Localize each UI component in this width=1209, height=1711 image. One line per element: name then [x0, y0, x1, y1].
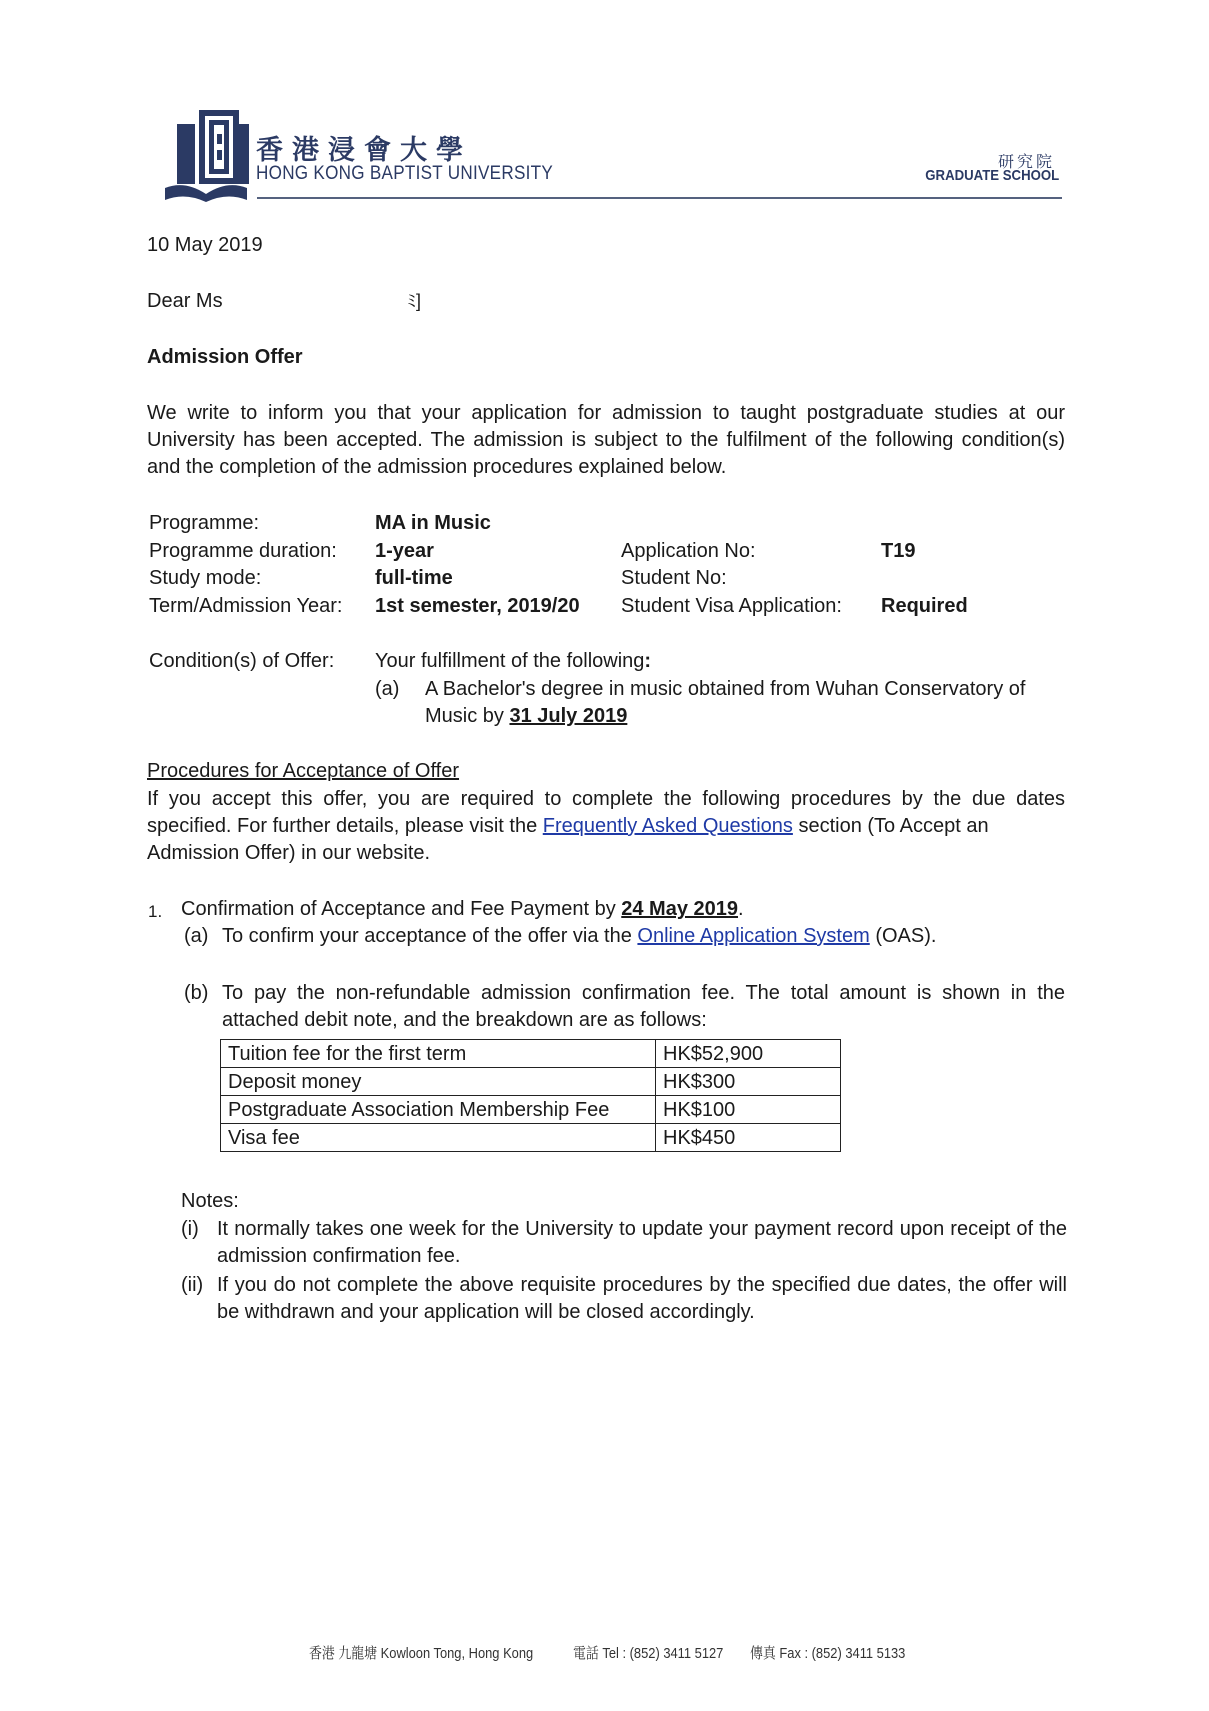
conditions-label: Condition(s) of Offer: [149, 650, 335, 672]
step-a [222, 923, 936, 950]
step-end: . [738, 898, 744, 920]
step-b-text: To pay the non-refundable admission confirmation fee. The total amount is shown in the attached debit note, and the breakdown are as follows: [222, 982, 1065, 1031]
letter-date: 10 May 2019 [147, 234, 263, 256]
student-no-label: Student No: [621, 567, 727, 589]
step-number: 1. [148, 902, 163, 921]
term-label: Term/Admission Year: [149, 595, 343, 617]
duration-value: 1-year [375, 540, 434, 562]
step-a-text: To confirm your acceptance of the offer via the [222, 925, 632, 947]
note-marker: (i) [181, 1218, 199, 1240]
condition-item-text: A Bachelor's degree in music obtained from Wuhan Conservatory of Music by [425, 678, 1026, 727]
notes-heading: Notes: [181, 1190, 239, 1212]
conditions-lead-colon: : [644, 650, 652, 672]
table-row [221, 1040, 841, 1068]
university-name-english: HONG KONG BAPTIST UNIVERSITY [256, 163, 554, 184]
fee-item: Deposit money [221, 1068, 656, 1096]
conditions-lead [375, 648, 651, 675]
faq-link[interactable]: Frequently Asked Questions [542, 815, 793, 837]
fee-amount: HK$450 [656, 1124, 841, 1152]
fee-item: Tuition fee for the first term [221, 1040, 656, 1068]
term-value: 1st semester, 2019/20 [375, 595, 580, 617]
visa-application-value: Required [881, 595, 968, 617]
procedures-text-2: section (To Accept an [798, 815, 989, 837]
university-name-chinese: 香港浸會大學 [256, 135, 472, 166]
step-a-end: (OAS). [875, 925, 937, 947]
oas-link[interactable]: Online Application System [637, 925, 870, 947]
table-row [221, 1068, 841, 1096]
footer-address: 香港 九龍塘 Kowloon Tong, Hong Kong [309, 1645, 534, 1662]
graduate-school-chinese: 研究院 [997, 152, 1055, 171]
fee-item: Postgraduate Association Membership Fee [221, 1096, 656, 1124]
table-row [221, 1124, 841, 1152]
intro-paragraph: We write to inform you that your application for admission to taught postgraduate studies at our University has been accepted. The admission is subject to the fulfilment of the following condition(s) and the completion of the admission procedures explained below. [147, 402, 1065, 478]
note-text: It normally takes one week for the University to update your payment record upon receipt of the admission confirmation fee. [217, 1218, 1067, 1267]
note-text: If you do not complete the above requisite procedures by the specified due dates, the offer will be withdrawn and your application will be closed accordingly. [217, 1274, 1067, 1323]
letter-subject: Admission Offer [147, 346, 303, 368]
salutation-redacted-name: ﾐ] [407, 291, 422, 311]
programme-value: MA in Music [375, 512, 491, 534]
fee-item: Visa fee [221, 1124, 656, 1152]
hkbu-book-logo-icon [163, 110, 249, 202]
application-no-label: Application No: [621, 540, 756, 562]
step-date: 24 May 2019 [621, 898, 739, 920]
fee-amount: HK$300 [656, 1068, 841, 1096]
procedures-paragraph [147, 786, 1065, 840]
procedures-heading: Procedures for Acceptance of Offer [147, 760, 460, 782]
study-mode-label: Study mode: [149, 567, 262, 589]
condition-item [425, 676, 1065, 730]
fee-amount: HK$52,900 [656, 1040, 841, 1068]
condition-item-marker: (a) [375, 678, 400, 700]
step-heading [181, 896, 744, 923]
visa-application-label: Student Visa Application: [621, 595, 842, 617]
duration-label: Programme duration: [149, 540, 337, 562]
step-b-marker: (b) [184, 982, 209, 1004]
step-text: Confirmation of Acceptance and Fee Payment by [181, 898, 616, 920]
fee-amount: HK$100 [656, 1096, 841, 1124]
table-row [221, 1096, 841, 1124]
study-mode-value: full-time [375, 567, 453, 589]
header-divider [257, 197, 1062, 199]
footer-telephone: 電話 Tel : (852) 3411 5127 [573, 1645, 724, 1662]
footer-fax: 傳真 Fax : (852) 3411 5133 [750, 1645, 906, 1662]
procedures-text-1: If you accept this offer, you are required to complete the following procedures by the due dates specified. For further details, please visit the [147, 788, 1065, 837]
condition-item-date: 31 July 2019 [509, 705, 628, 727]
note-marker: (ii) [181, 1274, 204, 1296]
conditions-lead-text: Your fulfillment of the following [375, 650, 645, 672]
step-a-marker: (a) [184, 925, 209, 947]
procedures-text-3: Admission Offer) in our website. [147, 842, 431, 864]
application-no-value: T19 [881, 540, 916, 562]
programme-label: Programme: [149, 512, 260, 534]
graduate-school-english: GRADUATE SCHOOL [925, 167, 1059, 184]
fee-breakdown-table [220, 1039, 841, 1152]
salutation: Dear Ms [147, 290, 223, 312]
